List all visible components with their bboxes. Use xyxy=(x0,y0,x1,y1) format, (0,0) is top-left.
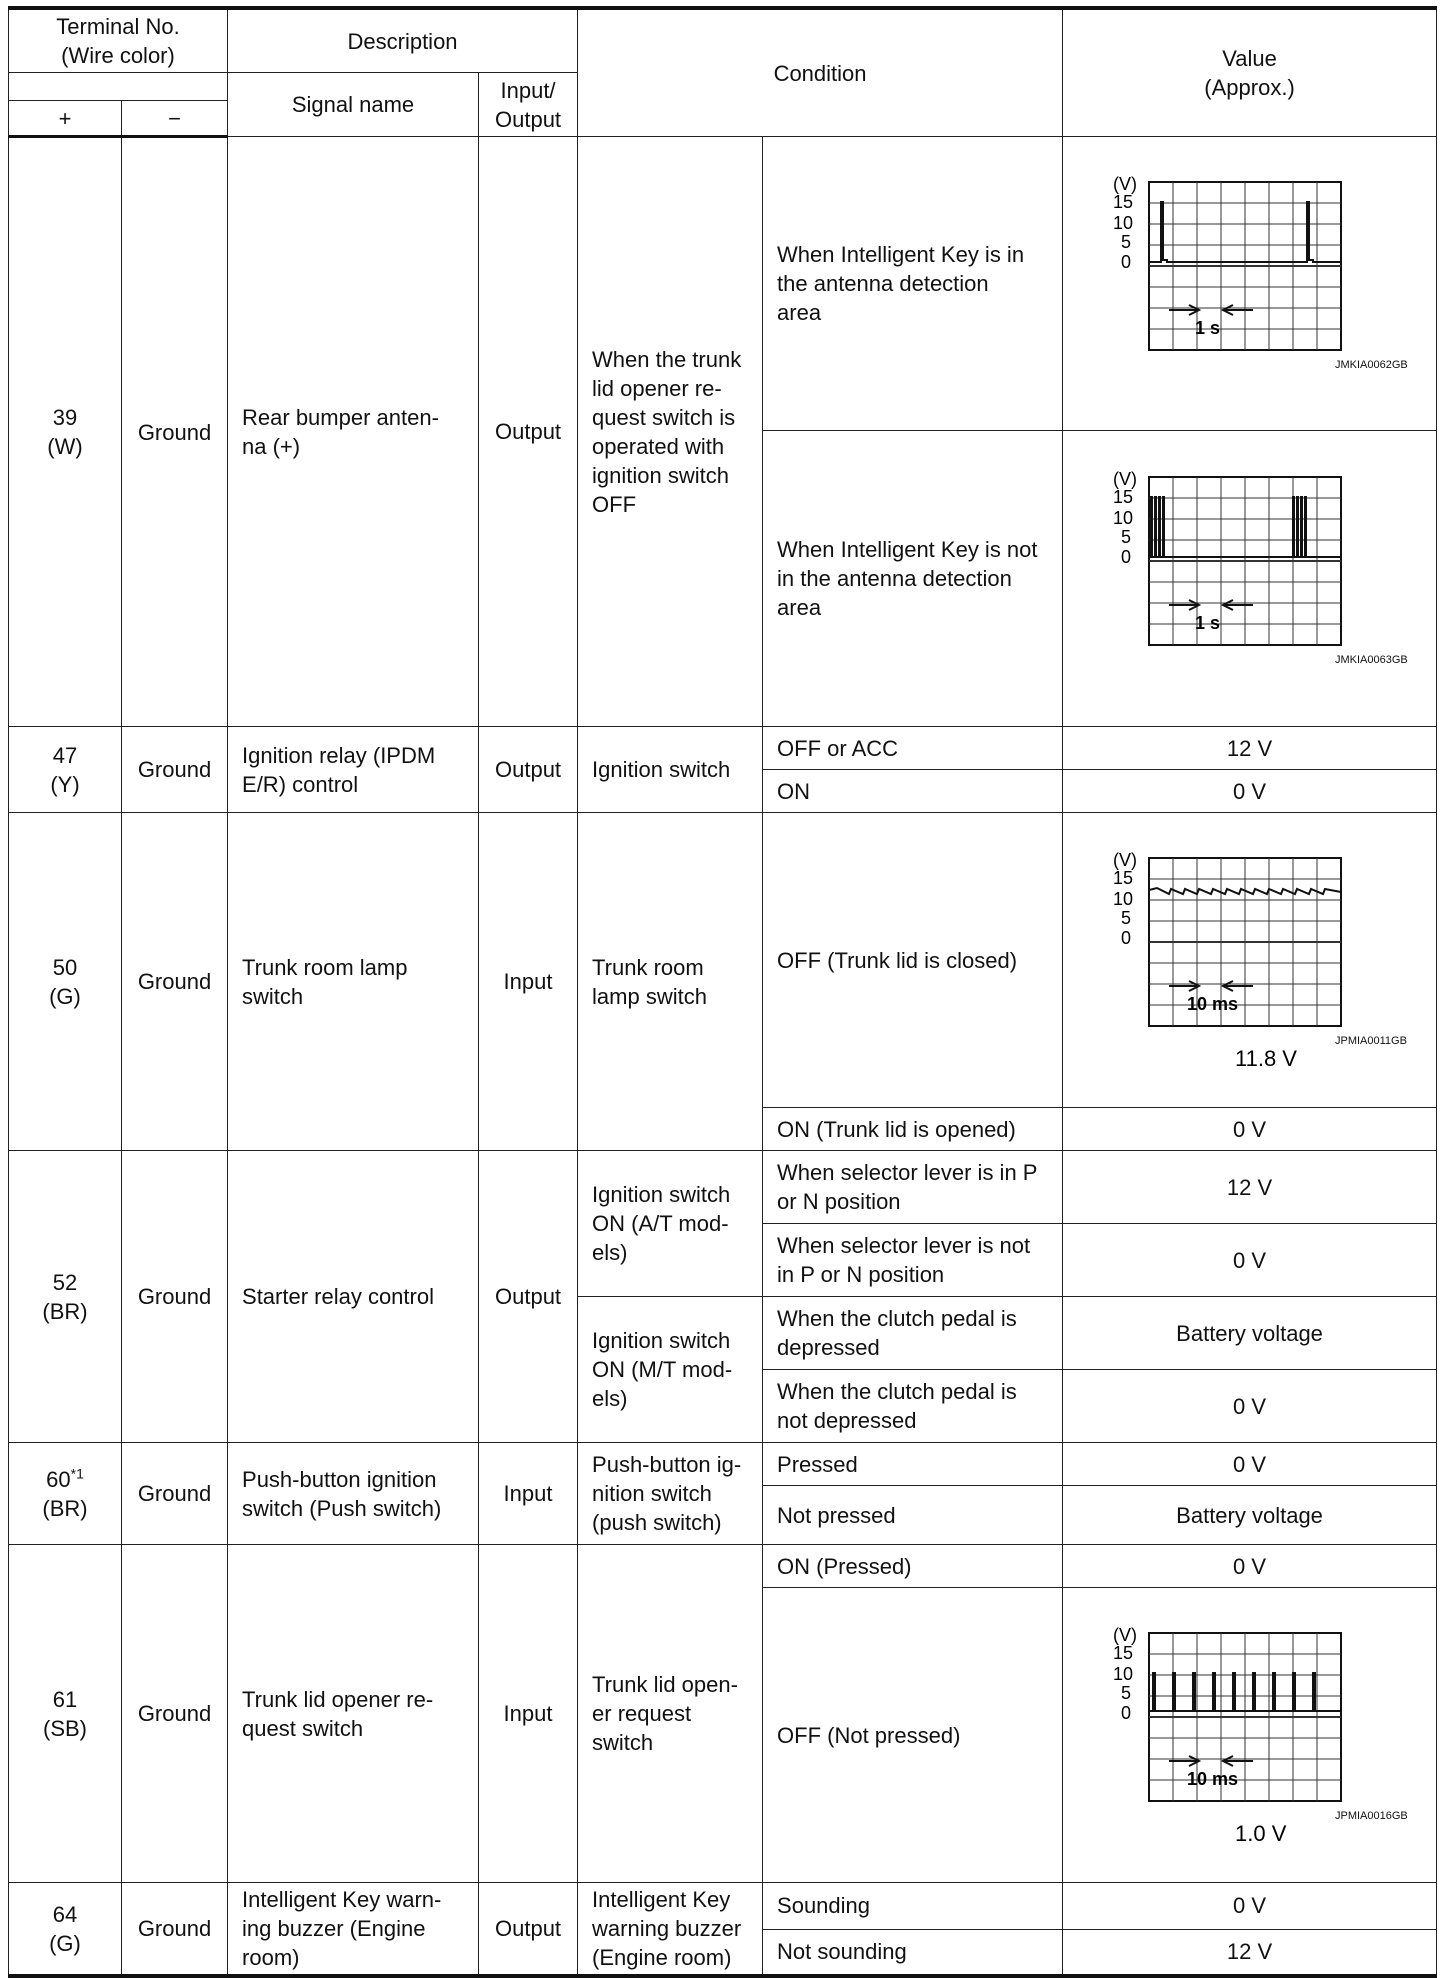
ground-cell: Ground xyxy=(122,1443,228,1545)
waveform-grid xyxy=(1149,1633,1341,1801)
tick-label: 0 xyxy=(1120,251,1131,272)
io-cell: Input xyxy=(479,1545,578,1883)
tick-label: 15 xyxy=(1112,868,1133,888)
condition-cell: Ignition switch ON (A/T mod- els) xyxy=(578,1151,763,1297)
value-cell: Battery voltage xyxy=(1063,1297,1437,1370)
figure-code: JMKIA0063GB xyxy=(1334,653,1408,666)
table-row xyxy=(9,137,1437,431)
condition-cell: Push-button ig- nition switch (push switch) xyxy=(578,1443,763,1545)
io-cell: Input xyxy=(479,813,578,1151)
table-row xyxy=(9,727,1437,770)
tick-label: 5 xyxy=(1120,526,1131,547)
subcondition-cell: ON (Trunk lid is opened) xyxy=(763,1108,1063,1151)
time-arrow xyxy=(1169,305,1253,315)
waveform-chart xyxy=(1085,469,1415,689)
subcondition-cell: Pressed xyxy=(763,1443,1063,1486)
value-cell: 0 V xyxy=(1063,1443,1437,1486)
terminal-no-header-cont xyxy=(9,73,228,101)
condition-cell: Intelligent Key warning buzzer (Engine room) xyxy=(578,1883,763,1977)
condition-header: Condition xyxy=(578,8,1063,137)
figure-code: JPMIA0016GB xyxy=(1334,1810,1408,1822)
waveform-grid xyxy=(1149,477,1341,645)
value-cell: 0 V xyxy=(1063,1224,1437,1297)
value-cell: 0 V xyxy=(1063,770,1437,813)
table-row xyxy=(9,1545,1437,1588)
minus-header: − xyxy=(122,101,228,137)
terminal-cell: 47 (Y) xyxy=(9,727,122,813)
axis-unit: (V) xyxy=(1112,850,1137,870)
ground-cell: Ground xyxy=(122,1151,228,1443)
subcondition-cell: OFF (Trunk lid is closed) xyxy=(763,813,1063,1108)
subcondition-cell: ON xyxy=(763,770,1063,813)
table-row xyxy=(9,1443,1437,1486)
terminal-cell: 64 (G) xyxy=(9,1883,122,1977)
ground-cell: Ground xyxy=(122,137,228,727)
waveform-chart xyxy=(1085,850,1415,1070)
tick-label: 5 xyxy=(1120,1683,1131,1703)
subcondition-cell: OFF or ACC xyxy=(763,727,1063,770)
table-row xyxy=(9,813,1437,1108)
tick-label: 15 xyxy=(1112,191,1133,212)
tick-label: 0 xyxy=(1120,1703,1131,1723)
waveform-grid xyxy=(1149,858,1341,1026)
time-arrow xyxy=(1169,600,1253,610)
tick-label: 15 xyxy=(1112,1643,1133,1663)
value-text: 1.0 V xyxy=(1234,1821,1286,1845)
tick-label: 15 xyxy=(1112,486,1133,507)
value-text: 11.8 V xyxy=(1234,1046,1297,1070)
tick-label: 10 xyxy=(1112,212,1133,233)
terminal-table xyxy=(8,6,1437,1978)
subcondition-cell: When Intelligent Key is in the antenna detection area xyxy=(763,137,1063,431)
tick-label: 10 xyxy=(1112,507,1133,528)
table-row xyxy=(9,1883,1437,1930)
ground-cell: Ground xyxy=(122,1883,228,1977)
value-cell: 12 V xyxy=(1063,1151,1437,1224)
terminal-table-frame xyxy=(8,6,1436,1978)
terminal-cell: 61 (SB) xyxy=(9,1545,122,1883)
signal-name-cell: Push-button ignition switch (Push switch) xyxy=(228,1443,479,1545)
subcondition-cell: Not sounding xyxy=(763,1929,1063,1976)
time-label: 10 ms xyxy=(1186,994,1238,1014)
value-cell: 12 V xyxy=(1063,727,1437,770)
tick-label: 5 xyxy=(1120,908,1131,928)
signal-name-cell: Rear bumper anten- na (+) xyxy=(228,137,479,727)
ground-cell: Ground xyxy=(122,1545,228,1883)
value-cell: Battery voltage xyxy=(1063,1486,1437,1545)
time-label: 1 s xyxy=(1194,317,1220,338)
signal-name-cell: Starter relay control xyxy=(228,1151,479,1443)
signal-name-header: Signal name xyxy=(228,73,479,137)
io-header: Input/ Output xyxy=(479,73,578,137)
plus-header: + xyxy=(9,101,122,137)
signal-name-cell: Ignition relay (IPDM E/R) control xyxy=(228,727,479,813)
tick-label: 10 xyxy=(1112,889,1133,909)
time-arrow xyxy=(1169,1756,1253,1766)
subcondition-cell: OFF (Not pressed) xyxy=(763,1588,1063,1883)
terminal-cell: 52 (BR) xyxy=(9,1151,122,1443)
io-cell: Output xyxy=(479,727,578,813)
waveform-cell xyxy=(1063,813,1437,1108)
time-label: 1 s xyxy=(1194,612,1220,633)
figure-code: JMKIA0062GB xyxy=(1334,358,1408,371)
ground-cell: Ground xyxy=(122,727,228,813)
io-cell: Input xyxy=(479,1443,578,1545)
tick-label: 0 xyxy=(1120,546,1131,567)
terminal-cell: 60$^{*1}$ (BR) xyxy=(9,1443,122,1545)
waveform-chart xyxy=(1085,174,1415,394)
signal-name-cell: Trunk room lamp switch xyxy=(228,813,479,1151)
subcondition-cell: When the clutch pedal is not depressed xyxy=(763,1370,1063,1443)
tick-label: 5 xyxy=(1120,231,1131,252)
value-header: Value (Approx.) xyxy=(1063,8,1437,137)
table-row xyxy=(9,1151,1437,1224)
condition-cell: Trunk room lamp switch xyxy=(578,813,763,1151)
subcondition-cell: When the clutch pedal is depressed xyxy=(763,1297,1063,1370)
waveform-cell xyxy=(1063,1588,1437,1883)
condition-cell: Ignition switch ON (M/T mod- els) xyxy=(578,1297,763,1443)
waveform-grid xyxy=(1149,182,1341,350)
terminal-cell: 50 (G) xyxy=(9,813,122,1151)
terminal-cell: 39 (W) xyxy=(9,137,122,727)
io-cell: Output xyxy=(479,1151,578,1443)
axis-unit: (V) xyxy=(1112,468,1137,489)
figure-code: JPMIA0011GB xyxy=(1334,1035,1407,1047)
signal-name-cell: Intelligent Key warn- ing buzzer (Engine room) xyxy=(228,1883,479,1977)
condition-cell: Trunk lid open- er request switch xyxy=(578,1545,763,1883)
description-header: Description xyxy=(228,8,578,73)
subcondition-cell: Not pressed xyxy=(763,1486,1063,1545)
io-cell: Output xyxy=(479,1883,578,1977)
subcondition-cell: When selector lever is in P or N position xyxy=(763,1151,1063,1224)
value-cell: 0 V xyxy=(1063,1108,1437,1151)
condition-cell: When the trunk lid opener re- quest switch is operated with ignition switch OFF xyxy=(578,137,763,727)
ground-cell: Ground xyxy=(122,813,228,1151)
waveform-chart xyxy=(1085,1625,1415,1845)
signal-name-cell: Trunk lid opener re- quest switch xyxy=(228,1545,479,1883)
subcondition-cell: Sounding xyxy=(763,1883,1063,1930)
subcondition-cell: ON (Pressed) xyxy=(763,1545,1063,1588)
waveform-cell xyxy=(1063,431,1437,727)
subcondition-cell: When Intelligent Key is not in the antenna detection area xyxy=(763,431,1063,727)
value-cell: 0 V xyxy=(1063,1883,1437,1930)
tick-label: 0 xyxy=(1120,928,1131,948)
time-arrow xyxy=(1169,981,1253,991)
tick-label: 10 xyxy=(1112,1664,1133,1684)
waveform-cell xyxy=(1063,137,1437,431)
time-label: 10 ms xyxy=(1186,1769,1238,1789)
axis-unit: (V) xyxy=(1112,173,1137,194)
terminal-no-header: Terminal No. (Wire color) xyxy=(9,8,228,73)
condition-cell: Ignition switch xyxy=(578,727,763,813)
axis-unit: (V) xyxy=(1112,1625,1137,1645)
value-cell: 0 V xyxy=(1063,1370,1437,1443)
value-cell: 0 V xyxy=(1063,1545,1437,1588)
value-cell: 12 V xyxy=(1063,1929,1437,1976)
io-cell: Output xyxy=(479,137,578,727)
subcondition-cell: When selector lever is not in P or N position xyxy=(763,1224,1063,1297)
